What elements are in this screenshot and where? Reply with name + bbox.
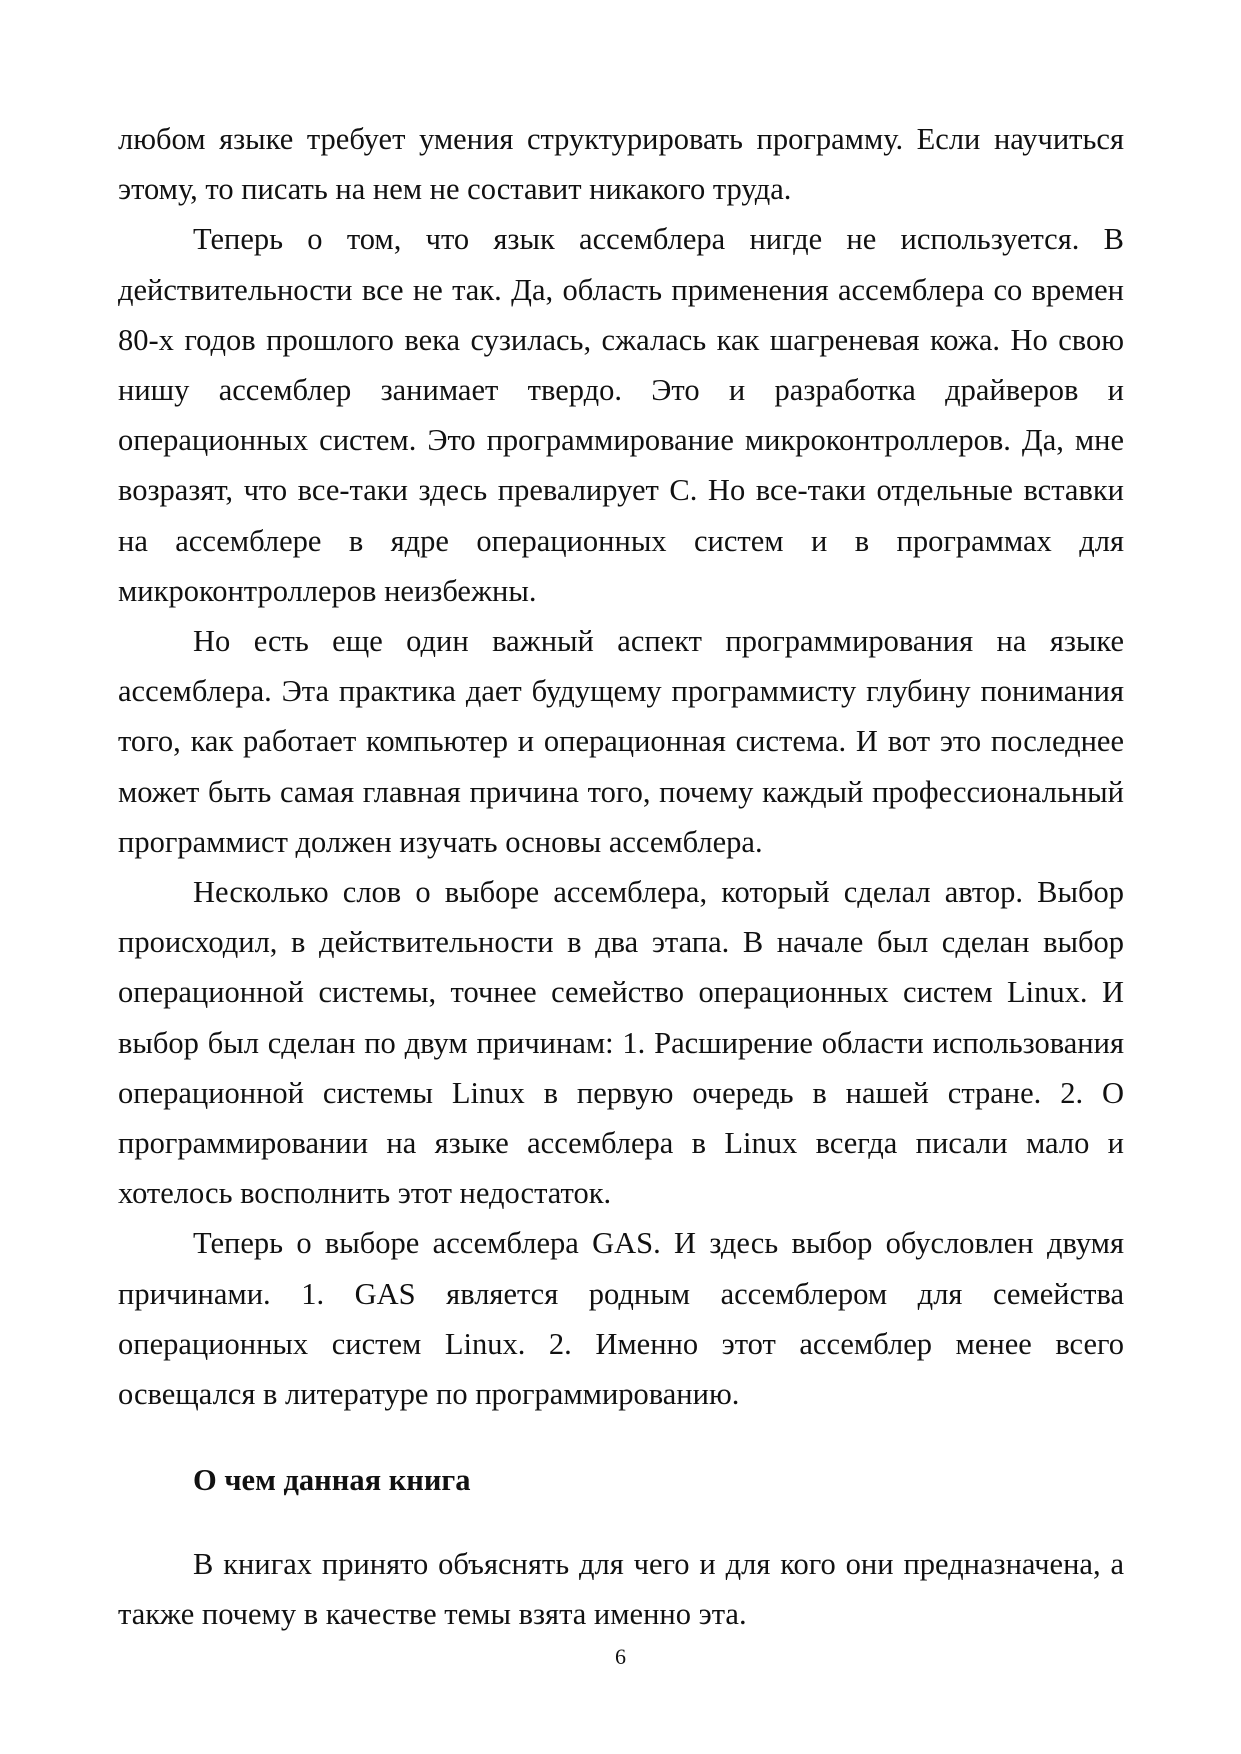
paragraph-assembler-usage: Теперь о том, что язык ассемблера нигде не используется. В действительности все не так. Да, область применения ассемблера со времен 80-х годов прошлого века сузилась, сжалась как шагреневая кожа. Но свою нишу ассемблер занимает твердо. Это и разработка драйверов и операционных систем. Это программирование микроконтроллеров. Да, мне возразят, что все-таки здесь превалирует С. Но все-таки отдельные вставки на ассемблере в ядре операционных систем и в программах для микроконтроллеров неизбежны. [118, 222, 1124, 608]
paragraph-book-purpose: В книгах принято объяснять для чего и для кого они предназначена, а также почему в качестве темы взята именно эта. [118, 1547, 1124, 1632]
body-text [118, 114, 1124, 1640]
spacer [118, 1419, 1124, 1455]
paragraph-author-choice: Несколько слов о выборе ассемблера, который сделал автор. Выбор происходил, в действительности в два этапа. В начале был сделан выбор операционной системы, точнее семейство операционных систем Linux. И выбор был сделан по двум причинам: 1. Расширение области использования операционной системы Linux в первую очередь в нашей стране. 2. О программировании на языке ассемблера в Linux всегда писали мало и хотелось восполнить этот недостаток. [118, 875, 1124, 1211]
spacer [118, 1505, 1124, 1539]
section-heading: О чем данная книга [193, 1463, 471, 1498]
paragraph-gas-choice: Теперь о выборе ассемблера GAS. И здесь выбор обусловлен двумя причинами. 1. GAS является родным ассемблером для семейства операционных систем Linux. 2. Именно этот ассемблер менее всего освещался в литературе по программированию. [118, 1226, 1124, 1412]
paragraph-important-aspect: Но есть еще один важный аспект программирования на языке ассемблера. Эта практика дает будущему программисту глубину понимания того, как работает компьютер и операционная система. И вот это последнее может быть самая главная причина того, почему каждый профессиональный программист должен изучать основы ассемблера. [118, 624, 1124, 859]
page-number: 6 [615, 1644, 626, 1669]
paragraph-continuation: любом языке требует умения структурировать программу. Если научиться этому, то писать на нем не составит никакого труда. [118, 122, 1124, 207]
